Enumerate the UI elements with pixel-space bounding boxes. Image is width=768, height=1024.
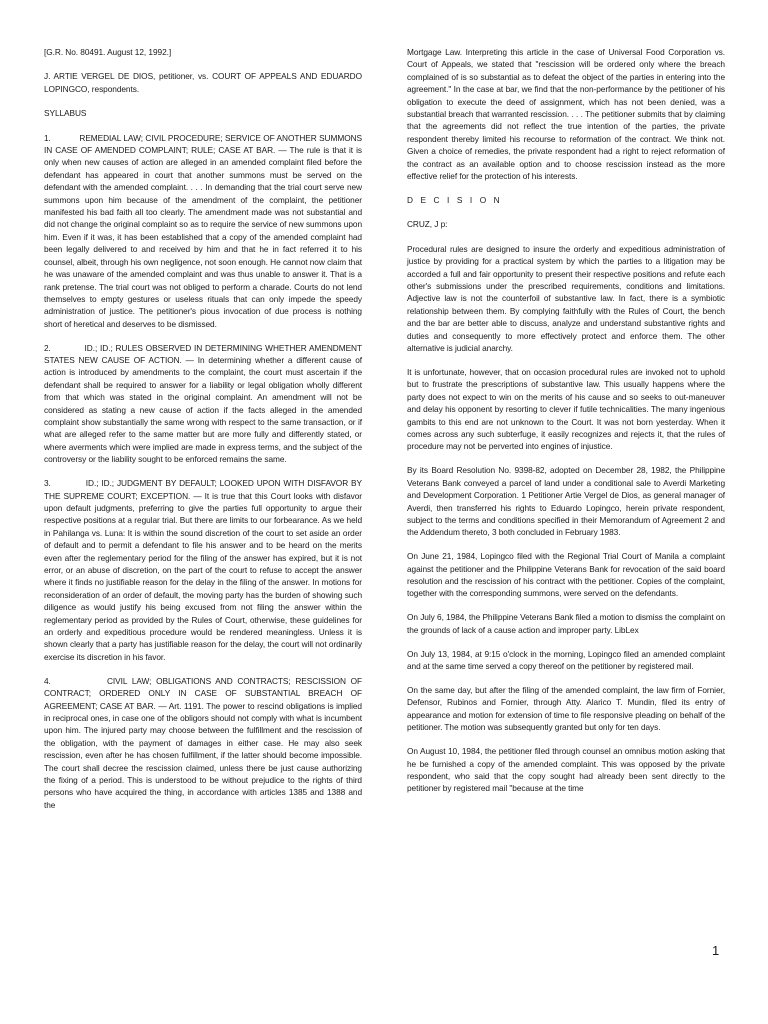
syllabus-heading: SYLLABUS — [44, 108, 87, 119]
decision-paragraph-5: On July 6, 1984, the Philippine Veterans Bank filed a motion to dismiss the complaint on the grounds of lack of a cause action and improper party. LibLex — [407, 612, 725, 635]
syllabus-item-3: 3. ID.; ID.; JUDGMENT BY DEFAULT; LOOKED UPON WITH DISFAVOR BY THE SUPREME COURT; EXCEPTION. — It is true that this Court looks with disfavor upon default judgments, preferring to give the parties full opportunity to argue their respective positions at a regular trial. But there are limits to our forbearance. As we held in Pahilanga vs. Luna: It is within the sound discretion of the court to set aside an order of default and to permit a defendant to file his answer and to be heard on the merits even after the reglementary period for the filing of the answer has expired, but it is not error, or an abuse of discretion, on the part of the court to refuse to accept the answer where it finds no justifiable reason for the delay in the filing of the answer. In motions for reconsideration of an order of default, the moving party has the burden of showing such diligence as would justify his being excused from not filing the answer within the reglementary period as provided by the Rules of Court, otherwise, these guidelines for an orderly and expeditious procedure would be rendered meaningless. Unless it is shown clearly that a party has justifiable reason for the delay, the court will not ordinarily exercise its discretion in his favor. — [44, 478, 362, 662]
ponente: CRUZ, J p: — [407, 219, 448, 230]
decision-paragraph-1: Procedural rules are designed to insure the orderly and expeditious administration of justice by providing for a practical system by which the parties to a litigation may be accorded a full and fair opportunity to present their respective positions and refute each other's submissions under the prescribed requirements, conditions and limitations. Adjective law is not the counterfoil of substantive law. In fact, there is a symbiotic relationship between them. By complying faithfully with the Rules of Court, the bench and the bar are better able to discuss, analyze and understand substantive rights and duties and consequently to more effectively protect and enforce them. The other alternative is judicial anarchy. — [407, 243, 725, 354]
syllabus-item-1: 1. REMEDIAL LAW; CIVIL PROCEDURE; SERVICE OF ANOTHER SUMMONS IN CASE OF AMENDED COMPLAINT; RULE; CASE AT BAR. — The rule is that it is only when new causes of action are alleged in an amended complaint filed before the defendant has appeared in court that another summons must be served on the defendant with the amended complaint. . . . In demanding that the trial court serve new summons upon him because of the amendment of the complaint, the petitioner manifested his bad faith all too clearly. The amendment made was not substantial and did not change the original complaint so as to require the service of new summons upon him. Even if it was, it has been established that a copy of the amended complaint had been legally delivered to and received by him and that he in fact referred it to his counsel, albeit, through his own negligence, not soon enough. He cannot now claim that he was unaware of the amended complaint and was thus unable to answer it. That is a rank pretense. The trial court was not obliged to perform a charade. Courts do not lend themselves to empty gestures or useless rituals that can only impede the speedy administration of justice. The petitioner's pious invocation of due process is nothing short of heretical and deserves to be dismissed. — [44, 132, 362, 329]
decision-heading: D E C I S I O N — [407, 194, 503, 205]
decision-paragraph-4: On June 21, 1984, Lopingco filed with the Regional Trial Court of Manila a complaint against the petitioner and the Philippine Veterans Bank for revocation of the said board resolution and the rescission of his contract with the petitioner. Copies of the complaint, together with the corresponding summons, were served on the defendants. — [407, 551, 725, 599]
syllabus-continued: Mortgage Law. Interpreting this article in the case of Universal Food Corporation vs. Court of Appeals, we stated that "rescission will be ordered only where the breach complained of is so substantial as to defeat the object of the parties in entering into the agreement." In the case at bar, we find that the non-performance by the petitioner of his obligation to execute the deed of assignment, which has not been denied, was a substantial breach that warranted rescission. . . . The petitioner submits that by claiming that the agreements did not reflect the true intention of the parties, the private respondent thereby limited his recourse to reformation of the contract. We think not. Given a choice of remedies, the private respondent had a right to reject reformation of the contract as an available option and to choose rescission instead as the more effective relief for the protection of his interests. — [407, 47, 725, 182]
page-number: 1 — [712, 943, 720, 958]
syllabus-item-2: 2. ID.; ID.; RULES OBSERVED IN DETERMINING WHETHER AMENDMENT STATES NEW CAUSE OF ACTION. — In determining whether a different cause of action is introduced by amendments to the complaint, the court must ascertain if the defendant shall be required to answer for a liability or legal obligation wholly different from that which was stated in the original complaint. An amendment will not be considered as stating a new cause of action if the facts alleged in the amended complaint show substantially the same wrong with respect to the same transaction, or if what are alleged refer to the same matter but are more fully and differently stated, or where averments which were implied are made in express terms, and the subject of the controversy or the liability sought to be enforced remains the same. — [44, 342, 362, 465]
decision-paragraph-7: On the same day, but after the filing of the amended complaint, the law firm of Fornier, Defensor, Rubinos and Fornier, through Atty. Alarico T. Mundin, filed its entry of appearance and motion for extension of time to file responsive pleading on behalf of the petitioner. The motion was subsequently granted but only for ten days. — [407, 684, 725, 733]
right-column — [407, 46, 725, 806]
decision-paragraph-2: It is unfortunate, however, that on occasion procedural rules are invoked not to uphold but to frustrate the prescriptions of substantive law. This usually happens where the party does not expect to win on the merits of his cause and so seeks to out-maneuver and delay his opponent by resorting to clever if futile technicalities. The many ingenious gambits to this end are not unknown to the Court. It was not born yesterday. When it comes across any such subterfuge, it easily recognizes and rejects it, that the rules of procedure may not be perverted into engines of injustice. — [407, 366, 725, 452]
case-number: [G.R. No. 80491. August 12, 1992.] — [44, 47, 172, 57]
decision-paragraph-6: On July 13, 1984, at 9:15 o'clock in the morning, Lopingco filed an amended complaint and at the same time served a copy thereof on the petitioner by registered mail. — [407, 648, 725, 672]
decision-paragraph-3: By its Board Resolution No. 9398-82, adopted on December 28, 1982, the Philippine Veterans Bank conveyed a parcel of land under a conditional sale to Averdi Marketing and Development Corporation. 1 Petitioner Artie Vergel de Dios, as general manager of Averdi, then transferred his rights to Eduardo Lopingco, herein private respondent, subject to the terms and conditions specified in their Memorandum of Agreement 2 and the Addendum thereto, 3 both concluded in February 1983. — [407, 465, 725, 538]
case-parties: J. ARTIE VERGEL DE DIOS, petitioner, vs. COURT OF APPEALS AND EDUARDO LOPINGCO, respondents. — [44, 71, 362, 94]
decision-paragraph-8: On August 10, 1984, the petitioner filed through counsel an omnibus motion asking that he be furnished a copy of the amended complaint. This was opposed by the private respondent, who said that the copy sought had already been sent directly to the petitioner by registered mail "because at the time — [407, 746, 725, 794]
left-column — [44, 46, 362, 823]
syllabus-item-4: 4. CIVIL LAW; OBLIGATIONS AND CONTRACTS; RESCISSION OF CONTRACT; ORDERED ONLY IN CASE OF SUBSTANTIAL BREACH OF AGREEMENT; CASE AT BAR. — Art. 1191. The power to rescind obligations is implied in reciprocal ones, in case one of the obligors should not comply with what is incumbent upon him. The injured party may choose between the fulfillment and the rescission of the obligation, with the payment of damages in either case. He may also seek rescission, even after he has chosen fulfillment, if the latter should become impossible. The court shall decree the rescission claimed, unless there be just cause authorizing the fixing of a period. This is understood to be without prejudice to the rights of third persons who have acquired the thing, in accordance with articles 1385 and 1388 and the — [44, 675, 362, 810]
